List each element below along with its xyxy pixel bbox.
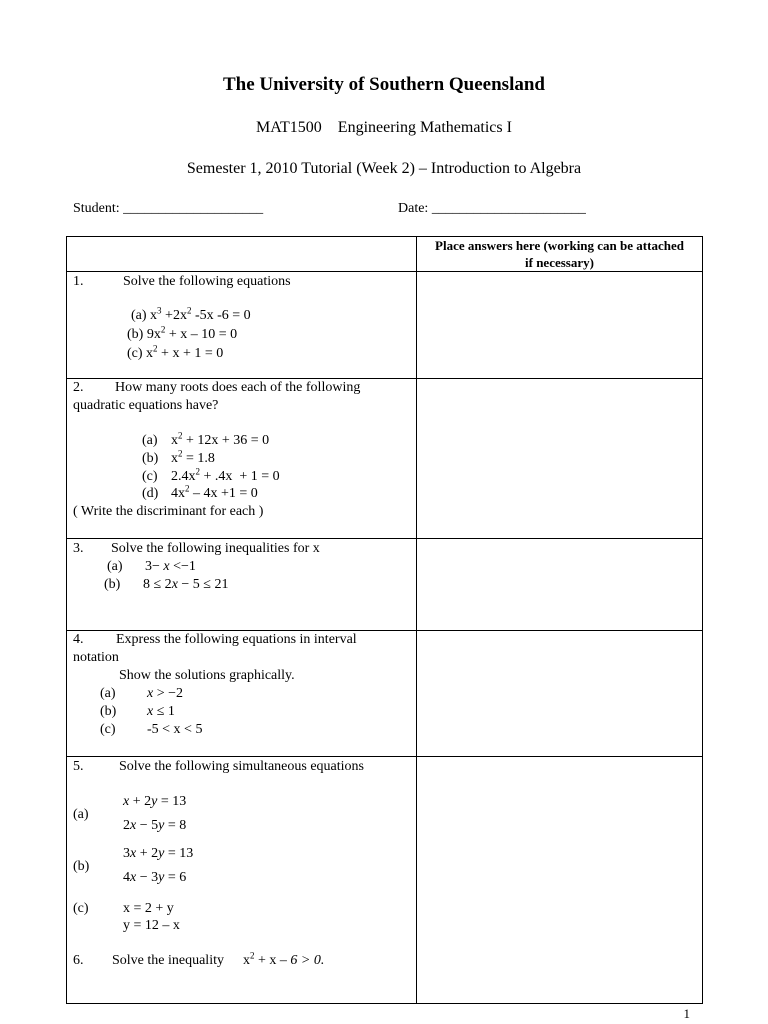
- answer-1-cell[interactable]: [417, 272, 703, 379]
- q3-part-b: 8 ≤ 2x − 5 ≤ 21: [143, 577, 229, 592]
- q2-part-a: $x^2 + 12x + 36 = 0$: [171, 430, 270, 448]
- question-1-cell: [67, 272, 417, 379]
- q3-part-a: 3− x <−1: [145, 559, 196, 574]
- q4-label-c: (c): [100, 722, 116, 737]
- question-5-6-cell: [67, 757, 417, 1004]
- course-name: MAT1500 Engineering Mathematics I: [256, 119, 512, 136]
- q2-text-line1: How many roots does each of the following: [115, 380, 361, 395]
- q2-number: 2.: [73, 380, 84, 395]
- q1-part-c: (c) $x^2 + x + 1 = 0$: [127, 343, 224, 361]
- question-4-cell: [67, 631, 417, 757]
- q3-number: 3.: [73, 541, 84, 556]
- q2-note: ( Write the discriminant for each ): [73, 504, 264, 519]
- q6-number: 6.: [73, 953, 84, 968]
- q4-text-line1: Express the following equations in interval: [116, 632, 357, 647]
- answer-column-header: [417, 237, 703, 272]
- q4-part-b: x ≤ 1: [147, 704, 175, 719]
- q2-label-b: (b): [142, 451, 159, 466]
- q5-a-eq2: 2x − 5y = 8: [123, 818, 187, 833]
- q1-part-b: (b) $9x^2 + x - 10 = 0$: [127, 324, 238, 342]
- answer-2-cell[interactable]: [417, 379, 703, 539]
- q2-part-d: $4x^2 - 4x +1 = 0$: [171, 483, 258, 501]
- q1-number: 1.: [73, 274, 84, 289]
- q5-label-b: (b): [73, 859, 90, 874]
- q4-label-a: (a): [100, 686, 116, 701]
- page-title: The University of Southern Queensland: [223, 74, 545, 95]
- q2-label-d: (d): [142, 486, 159, 501]
- q4-part-a: x > −2: [147, 686, 184, 701]
- question-3-cell: [67, 539, 417, 631]
- q4-text-line2: notation: [73, 650, 119, 665]
- q4-label-b: (b): [100, 704, 117, 719]
- page-number: 1: [683, 1006, 690, 1021]
- question-2-cell: [67, 379, 417, 539]
- answer-3-cell[interactable]: [417, 539, 703, 631]
- q3-label-a: (a): [107, 559, 123, 574]
- answer-4-cell[interactable]: [417, 631, 703, 757]
- q5-b-eq1: 3x + 2y = 13: [123, 846, 194, 861]
- q1-text: Solve the following equations: [123, 274, 291, 289]
- q5-b-eq2: 4x − 3y = 6: [123, 870, 187, 885]
- q4-number: 4.: [73, 632, 84, 647]
- header-blank-cell: [67, 237, 417, 272]
- q4-part-c: -5 < x < 5: [147, 722, 203, 737]
- date-field: Date: ______________________: [398, 201, 586, 216]
- q2-text-line2: quadratic equations have?: [73, 398, 219, 413]
- student-field: Student: ____________________: [73, 201, 264, 216]
- q5-text: Solve the following simultaneous equations: [119, 759, 364, 774]
- q5-a-eq1: x + 2y = 13: [123, 794, 187, 809]
- q5-label-c: (c): [73, 901, 89, 916]
- q1-part-a: (a) $x^3 +2x^2$ -5x -6 = 0: [131, 305, 251, 323]
- q5-c-eq1: x = 2 + y: [123, 901, 174, 916]
- answer-5-6-cell[interactable]: [417, 757, 703, 1004]
- q6-expression: $x^2 + x - 6 > 0$.: [243, 950, 325, 968]
- q2-label-a: (a): [142, 433, 158, 448]
- q2-part-b: $x^2 = 1.8$: [171, 448, 215, 466]
- semester-subtitle: Semester 1, 2010 Tutorial (Week 2) – Introduction to Algebra: [186, 160, 582, 177]
- q4-text-line3: Show the solutions graphically.: [119, 668, 295, 683]
- q5-c-eq2: y = 12 – x: [123, 918, 180, 933]
- tutorial-table: [66, 236, 703, 1004]
- q3-text: Solve the following inequalities for x: [111, 541, 320, 556]
- q5-number: 5.: [73, 759, 84, 774]
- q5-label-a: (a): [73, 807, 89, 822]
- q6-text: Solve the inequality: [112, 953, 224, 968]
- answer-header-text: Place answers here (working can be attached if necessary): [435, 238, 684, 270]
- q2-part-c: $2.4x^2 + .4x + 1 = 0$: [171, 466, 280, 484]
- q3-label-b: (b): [104, 577, 121, 592]
- q2-label-c: (c): [142, 469, 158, 484]
